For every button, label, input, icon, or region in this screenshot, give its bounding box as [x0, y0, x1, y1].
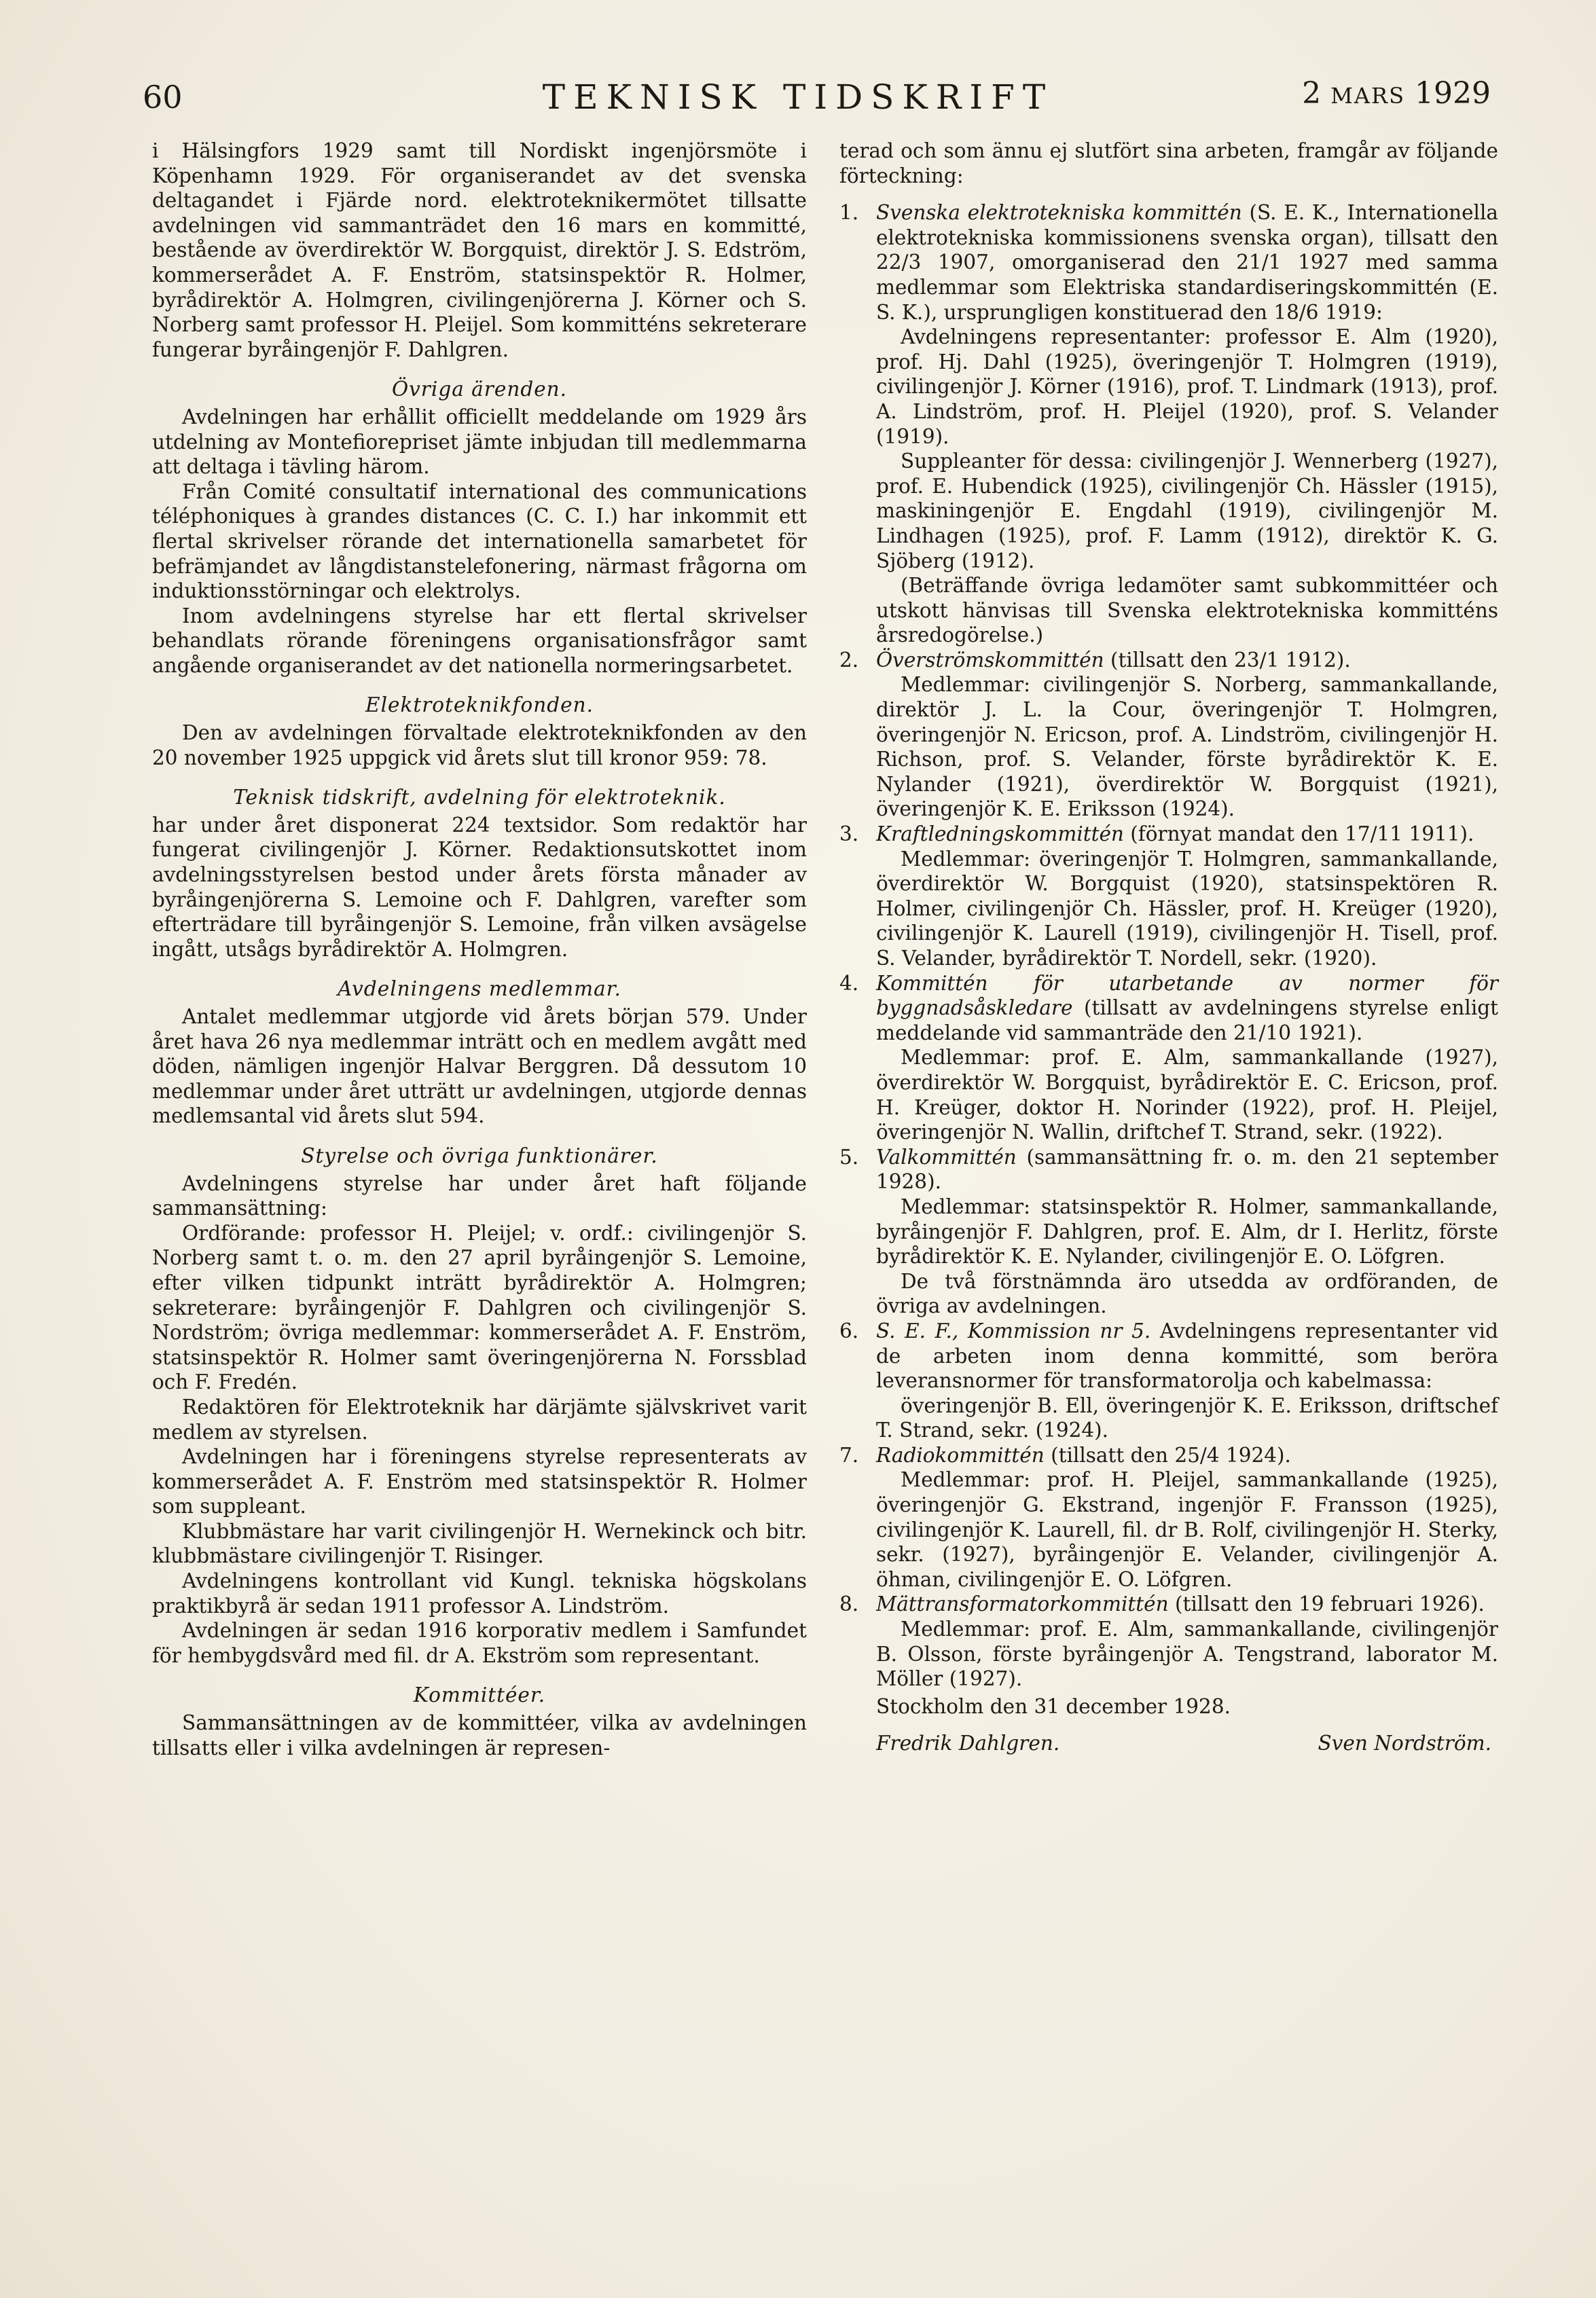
committee-title: Överströmskommittén: [876, 648, 1104, 672]
issue-year: 1929: [1415, 76, 1491, 111]
paragraph: Ordförande: professor H. Pleijel; v. ordf.: civilingenjör S. Norberg samt t. o. m. den 27 april byråingenjör S. Lemoine, efter vilken tidpunkt inträtt byrådirektör A. Holmgren; sekreterare: byråingenjör F. Dahlgren och civilingenjör S. Nordström; övriga medlemmar: kommerserådet A. F. Enström, statsinspektör R. Holmer samt överingenjörerna N. Forssblad och F. Fredén.: [152, 1221, 807, 1394]
paragraph: Avdelningen är sedan 1916 korporativ medlem i Samfundet för hembygdsvård med fil. dr A. Ekström som representant.: [152, 1619, 807, 1667]
committee-note: (Beträffande övriga ledamöter samt subkommittéer och utskott hänvisas till Svenska elektrotekniska kommitténs årsredogörelse.): [876, 574, 1498, 647]
committee-members: Avdelningens representanter: professor E. Alm (1920), prof. Hj. Dahl (1925), överingenjör T. Holmgren (1919), civilingenjör J. Körner (1916), prof. T. Lindmark (1913), prof. A. Lindström, prof. H. Pleijel (1920), prof. S. Velander (1919).: [876, 325, 1498, 448]
item-number: 6.: [839, 1319, 859, 1343]
section-heading: Avdelningens medlemmar.: [338, 977, 621, 1001]
item-number: 1.: [839, 201, 859, 225]
spacer: [839, 188, 1498, 200]
signatures: [839, 1731, 1498, 1756]
committee-item: [839, 822, 1498, 971]
committee-members: Medlemmar: prof. H. Pleijel, sammankallande (1925), överingenjör G. Ekstrand, ingenjör F. Fransson (1925), civilingenjör K. Laurell, fil. dr B. Rolf, civilingenjör H. Sterky, sekr. (1927), byråingenjör E. Velander, civilingenjör A. öhman, civilingenjör E. O. Löfgren.: [876, 1468, 1498, 1591]
paragraph: Inom avdelningens styrelse har ett flertal skrivelser behandlats rörande föreningens organisationsfrågor samt angående organiserandet av det nationella normeringsarbetet.: [152, 604, 807, 677]
committee-item: [839, 200, 1498, 648]
paragraph: har under året disponerat 224 textsidor. Som redaktör har fungerat civilingenjör J. Körner. Redaktionsutskottet inom avdelningsstyrelsen bestod under årets första månader av byråingenjörerna S. Lemoine och F. Dahlgren, varefter som efterträdare till byråingenjör S. Lemoine, från vilken avsägelse ingått, utsågs byrådirektör A. Holmgren.: [152, 813, 807, 961]
committee-item: [839, 1145, 1498, 1319]
section-heading: Teknisk tidskrift, avdelning för elektroteknik.: [233, 786, 726, 809]
paragraph: Från Comité consultatif international des communications téléphoniques à grandes distances (C. C. I.) har inkommit ett flertal skrivelser rörande det internationella samarbetet för befrämjandet av långdistanstelefonering, närmast frågorna om induktionsstörningar och elektrolys.: [152, 479, 807, 603]
committee-item: [839, 1443, 1498, 1592]
item-number: 5.: [839, 1145, 859, 1169]
signature-left: Fredrik Dahlgren.: [876, 1732, 1060, 1755]
committee-title: Mättransformatorkommittén: [876, 1592, 1169, 1616]
paragraph: Avdelningens styrelse har under året haft följande sammansättning:: [152, 1171, 807, 1220]
closing-date: Stockholm den 31 december 1928.: [876, 1694, 1231, 1718]
committee-members: Medlemmar: prof. E. Alm, sammankallande, civilingenjör B. Olsson, förste byråingenjör A. Tengstrand, laborator M. Möller (1927).: [876, 1618, 1498, 1691]
committee-text: (S. E. K., Internationella elektrotekniska kommissionens svenska organ), tillsatt den 22/3 1907, omorganiserad den 21/1 1927 med samma medlemmar som Elektriska standardiseringskommittén (E. S. K.), ursprungligen konstituerad den 18/6 1919:: [876, 201, 1498, 324]
paragraph: Den av avdelningen förvaltade elektroteknikfonden av den 20 november 1925 uppgick vid årets slut till kronor 959: 78.: [152, 721, 807, 769]
item-number: 8.: [839, 1592, 859, 1616]
running-header: [0, 71, 1596, 125]
paragraph: i Hälsingfors 1929 samt till Nordiskt ingenjörsmöte i Köpenhamn 1929. För organiserandet av det svenska deltagandet i Fjärde nord. elektroteknikermötet tillsatte avdelningen vid sammanträdet den 16 mars en kommitté, bestående av överdirektör W. Borgquist, direktör J. S. Edström, kommerserådet A. F. Enström, statsinspektör R. Holmer, byrådirektör A. Holmgren, civilingenjörerna J. Körner och S. Norberg samt professor H. Pleijel. Som kommitténs sekreterare fungerar byråingenjör F. Dahlgren.: [152, 139, 807, 361]
committee-item: [839, 648, 1498, 822]
committee-members: Medlemmar: överingenjör T. Holmgren, sammankallande, överdirektör W. Borgquist (1920), statsinspektören R. Holmer, civilingenjör Ch. Hässler, prof. H. Kreüger (1920), civilingenjör K. Laurell (1919), civilingenjör H. Tisell, prof. S. Velander, byrådirektör T. Nordell, sekr. (1920).: [876, 847, 1498, 970]
paragraph: Klubbmästare har varit civilingenjör H. Wernekinck och bitr. klubbmästare civilingenjör T. Risinger.: [152, 1519, 807, 1568]
left-column: [152, 139, 807, 1760]
committee-members: Medlemmar: civilingenjör S. Norberg, sammankallande, direktör J. L. la Cour, överingenjör T. Holmgren, överingenjör N. Ericson, prof. A. Lindström, civilingenjör H. Richson, prof. S. Velander, förste byrådirektör K. E. Nylander (1921), överdirektör W. Borgquist (1921), överingenjör K. E. Eriksson (1924).: [876, 673, 1498, 821]
committee-members: Suppleanter för dessa: civilingenjör J. Wennerberg (1927), prof. E. Hubendick (1925), civilingenjör Ch. Hässler (1915), maskiningenjör E. Engdahl (1919), civilingenjör M. Lindhagen (1925), prof. F. Lamm (1912), direktör K. G. Sjöberg (1912).: [876, 450, 1498, 572]
committee-item: [839, 971, 1498, 1145]
committee-text: (sammansättning fr. o. m. den 21 september 1928).: [876, 1145, 1498, 1194]
committee-members: Medlemmar: statsinspektör R. Holmer, sammankallande, byråingenjör F. Dahlgren, prof. E. Alm, dr I. Herlitz, förste byrådirektör K. E. Nylander, civilingenjör E. O. Löfgren.: [876, 1194, 1498, 1269]
committee-note: De två förstnämnda äro utsedda av ordföranden, de övriga av avdelningen.: [876, 1269, 1498, 1318]
paragraph: terad och som ännu ej slutfört sina arbeten, framgår av följande förteckning:: [839, 139, 1498, 187]
item-number: 7.: [839, 1443, 859, 1467]
item-number: 3.: [839, 822, 859, 846]
committee-title: Radiokommittén: [876, 1443, 1045, 1467]
paragraph: Avdelningens kontrollant vid Kungl. tekniska högskolans praktikbyrå är sedan 1911 professor A. Lindström.: [152, 1569, 807, 1618]
paragraph: Sammansättningen av de kommittéer, vilka av avdelningen tillsatts eller i vilka avdelningen är represen-: [152, 1711, 807, 1759]
committee-title: Svenska elektrotekniska kommittén: [876, 201, 1242, 225]
committee-text: (tillsatt den 23/1 1912).: [1104, 648, 1351, 672]
issue-date: [1302, 76, 1491, 111]
journal-title: TEKNISK TIDSKRIFT: [542, 77, 1054, 117]
section-heading: Elektroteknikfonden.: [365, 693, 594, 717]
issue-day: 2: [1302, 76, 1322, 111]
page-number: 60: [143, 79, 183, 115]
item-number: 4.: [839, 971, 859, 995]
section-heading: Övriga ärenden.: [391, 378, 568, 401]
committee-members: överingenjör B. Ell, överingenjör K. E. Eriksson, driftschef T. Strand, sekr. (1924).: [876, 1393, 1498, 1442]
committee-item: [839, 1319, 1498, 1443]
committee-title: Kraftledningskommittén: [876, 822, 1124, 846]
issue-month: MARS: [1330, 83, 1406, 109]
committee-item: [839, 1592, 1498, 1691]
paragraph: Antalet medlemmar utgjorde vid årets början 579. Under året hava 26 nya medlemmar inträtt och en medlem avgått med döden, nämligen ingenjör Halvar Berggren. Då dessutom 10 medlemmar under året utträtt ur avdelningen, utgjorde dennas medlemsantal vid årets slut 594.: [152, 1005, 807, 1128]
paragraph: Redaktören för Elektroteknik har därjämte självskrivet varit medlem av styrelsen.: [152, 1395, 807, 1444]
committee-title: S. E. F., Kommission nr 5.: [876, 1319, 1151, 1343]
committee-text: (tillsatt den 25/4 1924).: [1044, 1443, 1291, 1467]
right-column: [839, 139, 1498, 1756]
committee-text: (förnyat mandat den 17/11 1911).: [1123, 822, 1474, 846]
section-heading: Kommittéer.: [413, 1683, 546, 1707]
committee-title: Kommittén för utarbetande av normer för byggnadsåskledare: [876, 971, 1498, 1020]
committee-text: (tillsatt den 19 februari 1926).: [1168, 1592, 1485, 1616]
paragraph: Avdelningen har erhållit officiellt meddelande om 1929 års utdelning av Montefiorepriset jämte inbjudan till medlemmarna att deltaga i tävling härom.: [152, 405, 807, 479]
committee-title: Valkommittén: [876, 1145, 1017, 1169]
signature-right: Sven Nordström.: [1318, 1732, 1491, 1755]
paragraph: Avdelningen har i föreningens styrelse representerats av kommerserådet A. F. Enström med statsinspektör R. Holmer som suppleant.: [152, 1445, 807, 1518]
committee-members: Medlemmar: prof. E. Alm, sammankallande (1927), överdirektör W. Borgquist, byrådirektör E. C. Ericson, prof. H. Kreüger, doktor H. Norinder (1922), prof. H. Pleijel, överingenjör N. Wallin, driftchef T. Strand, sekr. (1922).: [876, 1046, 1498, 1144]
committee-text: Avdelningens representanter vid de arbeten inom denna kommitté, som beröra leveransnormer för transformatorolja och kabelmassa:: [876, 1319, 1498, 1393]
item-number: 2.: [839, 648, 859, 672]
committee-text: (tillsatt av avdelningens styrelse enligt meddelande vid sammanträde den 21/10 1921).: [876, 996, 1498, 1044]
section-heading: Styrelse och övriga funktionärer.: [301, 1144, 658, 1167]
